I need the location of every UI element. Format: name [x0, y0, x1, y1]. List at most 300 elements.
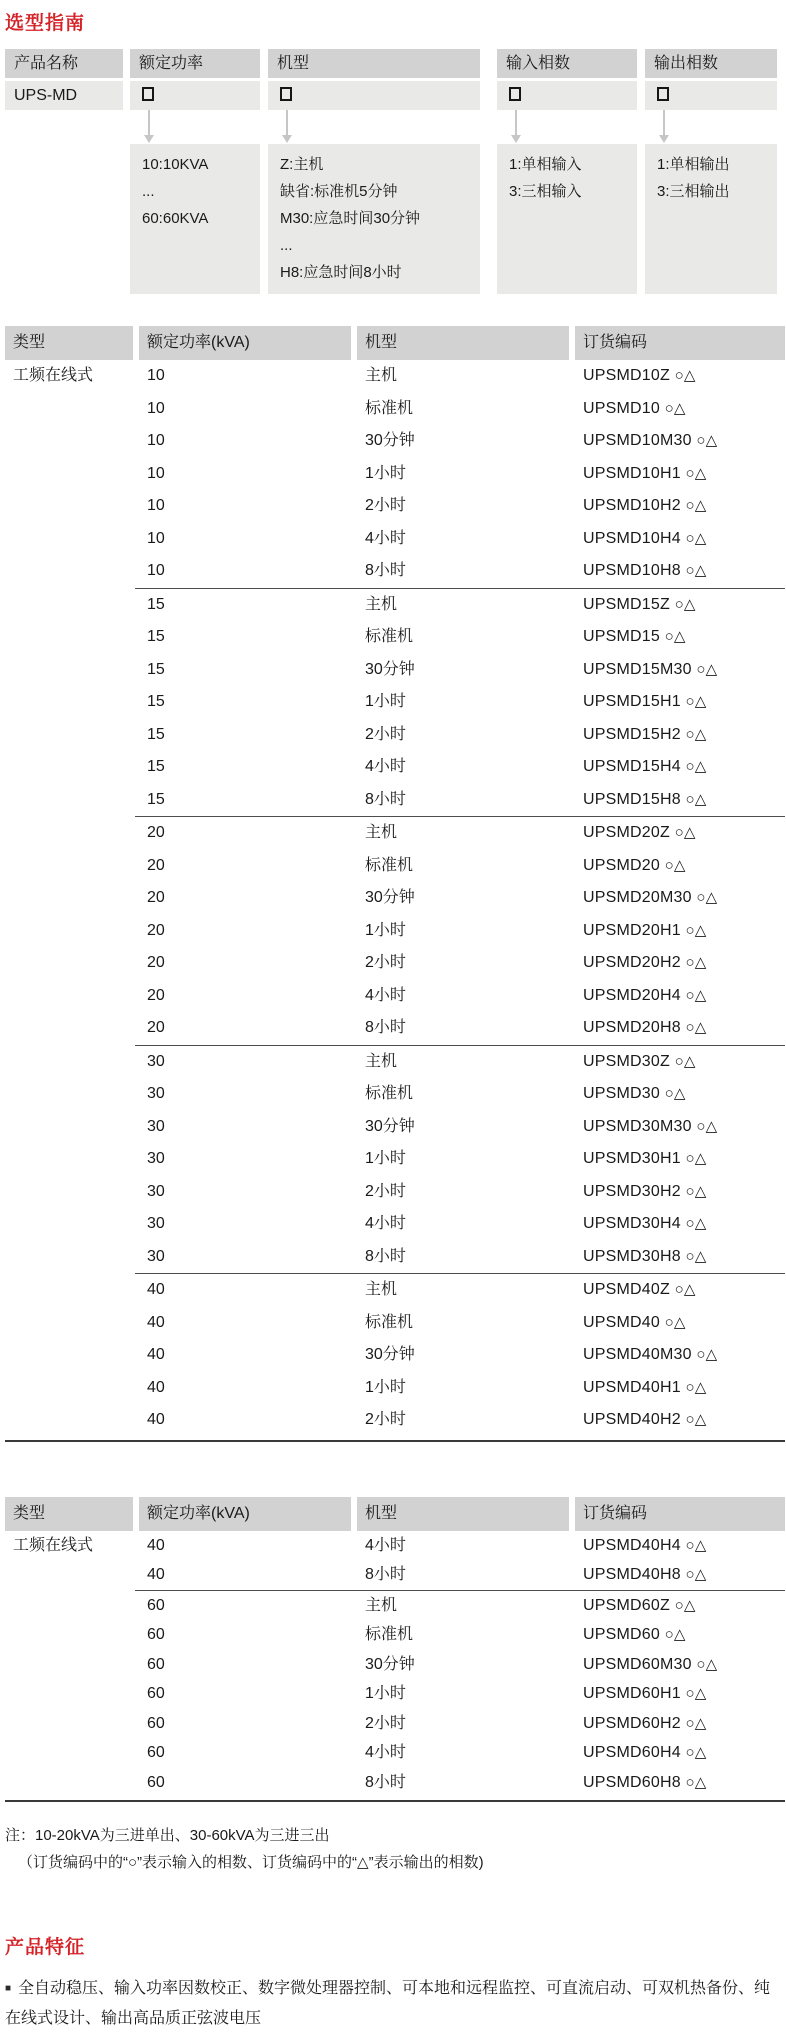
cell-type — [5, 458, 133, 491]
square-bullet-icon: ■ — [5, 1983, 12, 1994]
table-row — [5, 621, 785, 654]
cell-power: 60 — [147, 1685, 165, 1702]
cell-order-code: UPSMD10M30 ○△ — [583, 432, 718, 449]
cell-model: 30分钟 — [365, 889, 415, 906]
table-row — [5, 1709, 785, 1739]
cell-type — [5, 1274, 133, 1307]
cell-type — [5, 915, 133, 948]
order-tables-area — [5, 326, 780, 1802]
table-row — [5, 1012, 785, 1045]
cell-power: 20 — [147, 986, 165, 1004]
phase-placeholder-symbols: ○△ — [685, 1019, 707, 1036]
cell-type — [5, 1404, 133, 1437]
cell-type — [5, 1176, 133, 1209]
cell-order-code: UPSMD40 ○△ — [583, 1313, 686, 1331]
option-line: 3:三相输入 — [509, 183, 582, 200]
phase-placeholder-symbols: ○△ — [685, 1411, 707, 1428]
cell-model: 2小时 — [365, 497, 406, 514]
cell-power: 60 — [147, 1744, 165, 1761]
cell-power: 30 — [147, 1117, 165, 1135]
down-arrow-icon — [645, 110, 777, 144]
cell-order-code: UPSMD15H2 ○△ — [583, 725, 707, 743]
cell-model: 主机 — [365, 595, 398, 613]
phase-placeholder-symbols: ○△ — [696, 660, 718, 678]
option-line: 3:三相输出 — [657, 183, 730, 200]
cell-type — [5, 850, 133, 883]
table-row — [5, 882, 785, 915]
diagram-column — [268, 49, 480, 294]
phase-placeholder-symbols: ○△ — [674, 1281, 696, 1298]
table-row — [5, 1111, 785, 1144]
phase-placeholder-symbols: ○△ — [664, 1313, 686, 1331]
phase-placeholder-symbols: ○△ — [674, 367, 696, 384]
cell-model: 4小时 — [365, 986, 406, 1004]
cell-model: 标准机 — [365, 1085, 414, 1102]
table-row — [5, 915, 785, 948]
table-row — [5, 1679, 785, 1709]
cell-order-code: UPSMD20H2 ○△ — [583, 954, 707, 971]
cell-model: 主机 — [365, 1596, 398, 1614]
phase-placeholder-symbols: ○△ — [674, 824, 696, 841]
option-line: ... — [280, 237, 293, 254]
arrow-stem — [515, 110, 517, 135]
product-features-list — [5, 1974, 780, 2034]
cell-model: 2小时 — [365, 1182, 406, 1200]
phase-placeholder-symbols: ○△ — [685, 986, 707, 1004]
cell-type — [5, 1560, 133, 1590]
cell-power: 40 — [147, 1411, 165, 1428]
phase-placeholder-symbols: ○△ — [696, 889, 718, 906]
cell-power: 15 — [147, 790, 165, 808]
table-row — [5, 589, 785, 622]
cell-order-code: UPSMD30H2 ○△ — [583, 1182, 707, 1200]
option-line: 60:60KVA — [142, 210, 209, 227]
cell-order-code: UPSMD30Z ○△ — [583, 1052, 696, 1070]
table-row — [5, 1208, 785, 1241]
cell-power: 40 — [147, 1536, 165, 1554]
table-row — [5, 458, 785, 491]
cell-type — [5, 425, 133, 458]
cell-model: 4小时 — [365, 1536, 406, 1554]
cell-power: 15 — [147, 725, 165, 743]
cell-power: 10 — [147, 432, 165, 449]
cell-power: 20 — [147, 824, 165, 841]
order-table — [5, 1497, 785, 1803]
checkbox-icon — [142, 87, 154, 101]
cell-model: 8小时 — [365, 790, 406, 808]
arrow-stem — [663, 110, 665, 135]
cell-order-code: UPSMD60Z ○△ — [583, 1596, 696, 1614]
table-row — [5, 1620, 785, 1650]
cell-type — [5, 1046, 133, 1079]
diagram-column — [645, 49, 777, 294]
table-row — [5, 1650, 785, 1680]
selection-guide-title: 选型指南 — [5, 13, 86, 34]
cell-order-code: UPSMD20H8 ○△ — [583, 1019, 707, 1036]
phase-placeholder-symbols: ○△ — [685, 954, 707, 971]
cell-model: 8小时 — [365, 1019, 406, 1036]
cell-power: 10 — [147, 562, 165, 579]
cell-power: 10 — [147, 399, 165, 417]
phase-placeholder-symbols: ○△ — [685, 529, 707, 547]
cell-order-code: UPSMD30H4 ○△ — [583, 1215, 707, 1232]
cell-order-code: UPSMD30H1 ○△ — [583, 1150, 707, 1167]
down-arrow-icon — [268, 110, 480, 144]
cell-type — [5, 523, 133, 556]
phase-placeholder-symbols: ○△ — [664, 399, 686, 417]
cell-model: 主机 — [365, 1281, 398, 1298]
table-row — [5, 1078, 785, 1111]
arrow-head — [511, 135, 521, 143]
cell-type — [5, 1372, 133, 1405]
cell-order-code: UPSMD10H8 ○△ — [583, 562, 707, 579]
phase-placeholder-symbols: ○△ — [664, 856, 686, 874]
diagram-column — [497, 49, 637, 294]
product-name-value: UPS-MD — [5, 81, 123, 110]
phase-placeholder-symbols: ○△ — [685, 693, 707, 710]
table-row — [5, 490, 785, 523]
cell-order-code: UPSMD10Z ○△ — [583, 367, 696, 384]
cell-order-code: UPSMD15H4 ○△ — [583, 758, 707, 775]
cell-power: 15 — [147, 758, 165, 775]
cell-type — [5, 490, 133, 523]
cell-type — [5, 1679, 133, 1709]
note-line: 注：10-20kVA为三进单出、30-60kVA为三进三出 — [5, 1827, 330, 1844]
cell-order-code: UPSMD60H4 ○△ — [583, 1744, 707, 1761]
product-features-title: 产品特征 — [5, 1937, 86, 1958]
phase-placeholder-symbols: ○△ — [674, 1596, 696, 1614]
cell-type — [5, 1339, 133, 1372]
table-header-row — [5, 1497, 785, 1531]
cell-power: 20 — [147, 889, 165, 906]
diagram-column-header: 输入相数 — [497, 49, 637, 78]
cell-type — [5, 1241, 133, 1274]
phase-placeholder-symbols: ○△ — [664, 1626, 686, 1643]
cell-type — [5, 621, 133, 654]
order-code-diagram — [5, 49, 780, 294]
option-line: 1:单相输入 — [509, 156, 582, 173]
cell-model: 30分钟 — [365, 660, 415, 678]
cell-model: 8小时 — [365, 562, 406, 579]
cell-power: 20 — [147, 856, 165, 874]
cell-type — [5, 1307, 133, 1340]
cell-power: 40 — [147, 1313, 165, 1331]
cell-type — [5, 1143, 133, 1176]
cell-model: 4小时 — [365, 758, 406, 775]
table-row — [5, 1591, 785, 1621]
table-row — [5, 751, 785, 784]
cell-power: 60 — [147, 1773, 165, 1791]
cell-power: 30 — [147, 1215, 165, 1232]
phase-placeholder-symbols: ○△ — [685, 758, 707, 775]
down-arrow-icon — [130, 110, 260, 144]
table-row — [5, 817, 785, 850]
cell-power: 30 — [147, 1052, 165, 1070]
cell-power: 30 — [147, 1150, 165, 1167]
column-header: 机型 — [357, 1497, 569, 1531]
diagram-column — [130, 49, 260, 294]
cell-model: 标准机 — [365, 1626, 414, 1643]
cell-type — [5, 1111, 133, 1144]
cell-power: 20 — [147, 1019, 165, 1036]
cell-type — [5, 686, 133, 719]
cell-model: 标准机 — [365, 628, 414, 645]
cell-type — [5, 719, 133, 752]
cell-power: 20 — [147, 921, 165, 939]
cell-type — [5, 1650, 133, 1680]
cell-model: 30分钟 — [365, 1346, 415, 1363]
cell-order-code: UPSMD60H2 ○△ — [583, 1714, 707, 1732]
cell-model: 30分钟 — [365, 1117, 415, 1135]
cell-order-code: UPSMD60 ○△ — [583, 1626, 686, 1643]
cell-model: 4小时 — [365, 529, 406, 547]
phase-placeholder-symbols: ○△ — [685, 1182, 707, 1200]
cell-model: 1小时 — [365, 1378, 406, 1396]
cell-model: 8小时 — [365, 1773, 406, 1791]
option-line: H8:应急时间8小时 — [280, 264, 402, 281]
cell-power: 10 — [147, 529, 165, 547]
cell-type: 工频在线式 — [13, 367, 94, 384]
cell-model: 4小时 — [365, 1744, 406, 1761]
table-row — [5, 784, 785, 817]
cell-order-code: UPSMD40H2 ○△ — [583, 1411, 707, 1428]
column-header: 类型 — [5, 326, 133, 360]
table-row — [5, 1339, 785, 1372]
cell-order-code: UPSMD60M30 ○△ — [583, 1655, 718, 1673]
column-header: 类型 — [5, 1497, 133, 1531]
diagram-options-box — [268, 144, 480, 294]
cell-power: 10 — [147, 497, 165, 514]
arrow-stem — [148, 110, 150, 135]
table-row — [5, 555, 785, 588]
table-row — [5, 1404, 785, 1437]
table-row — [5, 1176, 785, 1209]
cell-type — [5, 817, 133, 850]
cell-order-code: UPSMD40H1 ○△ — [583, 1378, 707, 1396]
phase-placeholder-symbols: ○△ — [674, 1052, 696, 1070]
cell-type — [5, 1738, 133, 1768]
cell-type — [5, 980, 133, 1013]
cell-type — [5, 1591, 133, 1621]
cell-model: 1小时 — [365, 1150, 406, 1167]
cell-power: 60 — [147, 1714, 165, 1732]
column-header: 额定功率(kVA) — [139, 1497, 351, 1531]
table-row — [5, 1768, 785, 1798]
cell-model: 2小时 — [365, 954, 406, 971]
diagram-checkbox-row — [645, 81, 777, 110]
table-row — [5, 1738, 785, 1768]
cell-power: 60 — [147, 1596, 165, 1614]
cell-type — [5, 1208, 133, 1241]
cell-model: 30分钟 — [365, 432, 415, 449]
cell-power: 40 — [147, 1378, 165, 1396]
column-header: 机型 — [357, 326, 569, 360]
table-row — [5, 1560, 785, 1590]
phase-placeholder-symbols: ○△ — [685, 464, 707, 482]
table-row — [5, 1372, 785, 1405]
cell-order-code: UPSMD10H2 ○△ — [583, 497, 707, 514]
cell-power: 15 — [147, 660, 165, 678]
arrow-head — [144, 135, 154, 143]
cell-order-code: UPSMD15Z ○△ — [583, 595, 696, 613]
cell-order-code: UPSMD10H1 ○△ — [583, 464, 707, 482]
cell-model: 2小时 — [365, 1714, 406, 1732]
cell-order-code: UPSMD30 ○△ — [583, 1085, 686, 1102]
cell-order-code: UPSMD40H4 ○△ — [583, 1536, 707, 1554]
diagram-options-box — [645, 144, 777, 294]
phase-placeholder-symbols: ○△ — [685, 1566, 707, 1583]
option-line: 1:单相输出 — [657, 156, 730, 173]
table-row — [5, 686, 785, 719]
table-row — [5, 393, 785, 426]
cell-type — [5, 589, 133, 622]
cell-power: 40 — [147, 1281, 165, 1298]
cell-order-code: UPSMD15M30 ○△ — [583, 660, 718, 678]
cell-model: 8小时 — [365, 1247, 406, 1265]
column-header: 额定功率(kVA) — [139, 326, 351, 360]
cell-type — [5, 1768, 133, 1798]
diagram-checkbox-row — [268, 81, 480, 110]
cell-power: 60 — [147, 1626, 165, 1643]
phase-placeholder-symbols: ○△ — [685, 1215, 707, 1232]
phase-placeholder-symbols: ○△ — [696, 432, 718, 449]
cell-model: 主机 — [365, 367, 398, 384]
table-row — [5, 1531, 785, 1561]
table-row — [5, 1274, 785, 1307]
diagram-options-box — [130, 144, 260, 294]
option-line: Z:主机 — [280, 156, 324, 173]
diagram-options-box — [497, 144, 637, 294]
table-row — [5, 654, 785, 687]
product-name-header: 产品名称 — [5, 49, 123, 78]
phase-placeholder-symbols: ○△ — [685, 1378, 707, 1396]
arrow-head — [659, 135, 669, 143]
diagram-checkbox-row — [497, 81, 637, 110]
cell-model: 8小时 — [365, 1566, 406, 1583]
phase-placeholder-symbols: ○△ — [674, 595, 696, 613]
cell-power: 15 — [147, 595, 165, 613]
phase-placeholder-symbols: ○△ — [685, 1714, 707, 1732]
column-header: 订货编码 — [575, 326, 785, 360]
cell-order-code: UPSMD20Z ○△ — [583, 824, 696, 841]
table-header-row — [5, 326, 785, 360]
column-header: 订货编码 — [575, 1497, 785, 1531]
cell-type — [5, 1012, 133, 1045]
cell-model: 标准机 — [365, 399, 414, 417]
cell-model: 1小时 — [365, 921, 406, 939]
cell-power: 60 — [147, 1655, 165, 1673]
cell-order-code: UPSMD60H1 ○△ — [583, 1685, 707, 1702]
arrow-stem — [286, 110, 288, 135]
cell-type — [5, 1709, 133, 1739]
cell-order-code: UPSMD40M30 ○△ — [583, 1346, 718, 1363]
cell-order-code: UPSMD20M30 ○△ — [583, 889, 718, 906]
cell-power: 30 — [147, 1247, 165, 1265]
phase-placeholder-symbols: ○△ — [696, 1117, 718, 1135]
cell-order-code: UPSMD40Z ○△ — [583, 1281, 696, 1298]
cell-type — [5, 555, 133, 588]
phase-placeholder-symbols: ○△ — [685, 1744, 707, 1761]
phase-placeholder-symbols: ○△ — [685, 790, 707, 808]
cell-power: 30 — [147, 1085, 165, 1102]
cell-order-code: UPSMD40H8 ○△ — [583, 1566, 707, 1583]
cell-type — [5, 947, 133, 980]
cell-power: 40 — [147, 1566, 165, 1583]
cell-order-code: UPSMD60H8 ○△ — [583, 1773, 707, 1791]
cell-model: 2小时 — [365, 725, 406, 743]
cell-model: 30分钟 — [365, 1655, 415, 1673]
cell-type — [5, 654, 133, 687]
table-row — [5, 1143, 785, 1176]
cell-type — [5, 1620, 133, 1650]
cell-order-code: UPSMD10H4 ○△ — [583, 529, 707, 547]
table-row — [5, 360, 785, 393]
phase-placeholder-symbols: ○△ — [664, 628, 686, 645]
phase-placeholder-symbols: ○△ — [664, 1085, 686, 1102]
table-row — [5, 523, 785, 556]
table-row — [5, 719, 785, 752]
option-line: M30:应急时间30分钟 — [280, 210, 421, 227]
cell-power: 15 — [147, 628, 165, 645]
checkbox-icon — [280, 87, 292, 101]
feature-text: 全自动稳压、输入功率因数校正、数字微处理器控制、可本地和远程监控、可直流启动、可双机热备份、纯在线式设计、输出高品质正弦波电压 — [5, 1980, 771, 2027]
phase-placeholder-symbols: ○△ — [685, 1247, 707, 1265]
cell-order-code: UPSMD20H1 ○△ — [583, 921, 707, 939]
phase-placeholder-symbols: ○△ — [696, 1346, 718, 1363]
diagram-column-header: 机型 — [268, 49, 480, 78]
cell-type: 工频在线式 — [13, 1536, 94, 1554]
cell-type — [5, 784, 133, 817]
cell-type — [5, 1078, 133, 1111]
cell-type — [5, 393, 133, 426]
phase-placeholder-symbols: ○△ — [685, 725, 707, 743]
table-row — [5, 850, 785, 883]
feature-item — [5, 1974, 779, 2034]
table-row — [5, 980, 785, 1013]
diagram-checkbox-row — [130, 81, 260, 110]
diagram-column-header: 额定功率 — [130, 49, 260, 78]
phase-placeholder-symbols: ○△ — [685, 562, 707, 579]
checkbox-icon — [509, 87, 521, 101]
phase-placeholder-symbols: ○△ — [685, 497, 707, 514]
checkbox-icon — [657, 87, 669, 101]
cell-model: 1小时 — [365, 693, 406, 710]
cell-model: 主机 — [365, 1052, 398, 1070]
arrow-head — [282, 135, 292, 143]
option-line: ... — [142, 183, 155, 200]
cell-order-code: UPSMD15 ○△ — [583, 628, 686, 645]
diagram-column-product-name — [5, 49, 123, 110]
cell-order-code: UPSMD15H8 ○△ — [583, 790, 707, 808]
cell-power: 20 — [147, 954, 165, 971]
cell-type — [5, 751, 133, 784]
cell-order-code: UPSMD10 ○△ — [583, 399, 686, 417]
order-table — [5, 326, 785, 1442]
cell-model: 1小时 — [365, 1685, 406, 1702]
phase-placeholder-symbols: ○△ — [685, 1536, 707, 1554]
cell-order-code: UPSMD20H4 ○△ — [583, 986, 707, 1004]
cell-model: 1小时 — [365, 464, 406, 482]
cell-model: 标准机 — [365, 856, 414, 874]
cell-power: 40 — [147, 1346, 165, 1363]
table-row — [5, 1241, 785, 1274]
table-row — [5, 425, 785, 458]
down-arrow-icon — [497, 110, 637, 144]
diagram-column-header: 输出相数 — [645, 49, 777, 78]
option-line: 缺省:标准机5分钟 — [280, 183, 398, 200]
cell-power: 30 — [147, 1182, 165, 1200]
option-line: 10:10KVA — [142, 156, 209, 173]
